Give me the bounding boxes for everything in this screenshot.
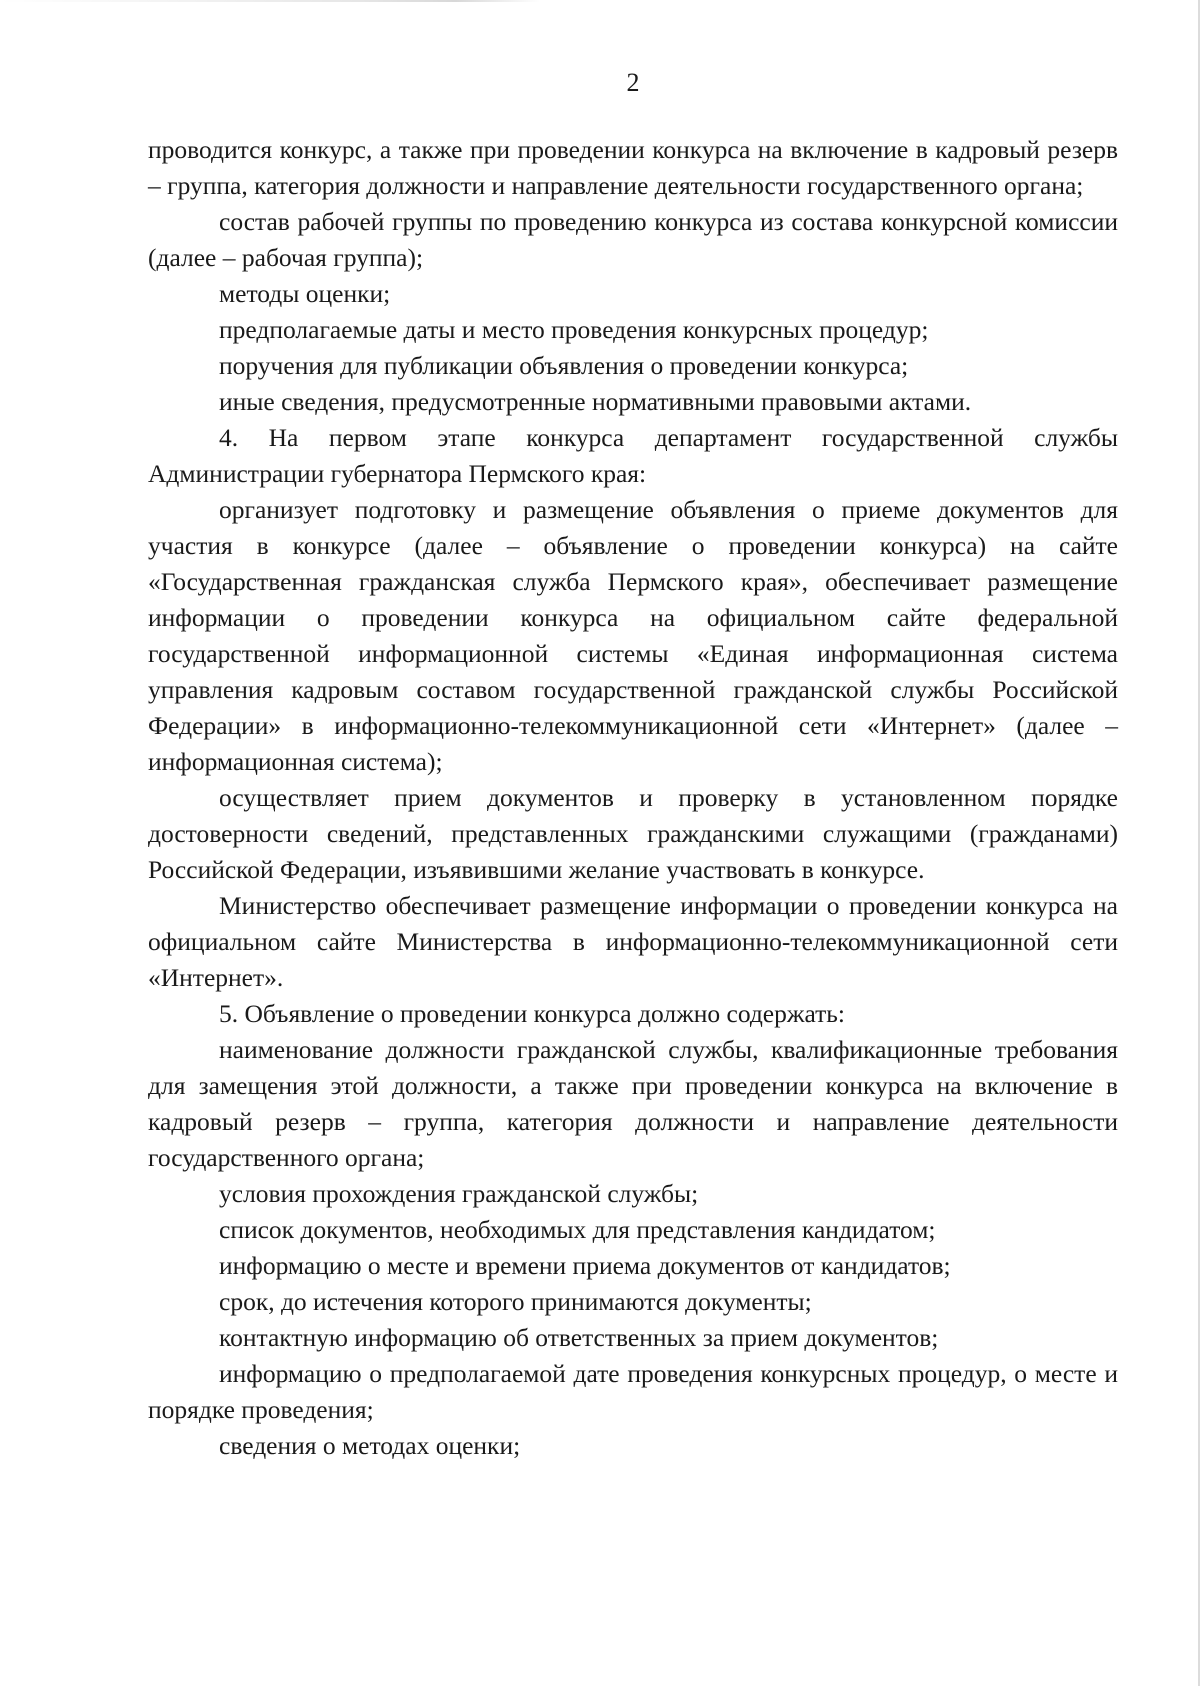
paragraph-10: Министерство обеспечивает размещение информации о проведении конкурса на официальном сайте Министерства в информационно-телекоммуникационной сети «Интернет». xyxy=(148,891,1118,992)
paragraph-14: список документов, необходимых для представления кандидатом; xyxy=(219,1215,936,1244)
paragraph-19: сведения о методах оценки; xyxy=(219,1431,521,1460)
paragraph-18: информацию о предполагаемой дате проведения конкурсных процедур, о месте и порядке проведения; xyxy=(148,1359,1118,1424)
paragraph-8: организует подготовку и размещение объявления о приеме документов для участия в конкурсе (далее – объявление о проведении конкурса) на сайте «Государственная гражданская служба Пермского края», обеспечивает размещение информации о проведении конкурса на официальном сайте федеральной государственной информационной системы «Единая информационная система управления кадровым составом государственной гражданской службы Российской Федерации» в информационно-телекоммуникационной сети «Интернет» (далее – информационная система); xyxy=(148,495,1118,776)
paragraph-4: предполагаемые даты и место проведения конкурсных процедур; xyxy=(219,315,929,344)
paragraph-11: 5. Объявление о проведении конкурса должно содержать: xyxy=(219,999,846,1028)
paragraph-6: иные сведения, предусмотренные нормативными правовыми актами. xyxy=(219,387,972,416)
paragraph-17: контактную информацию об ответственных за прием документов; xyxy=(219,1323,939,1352)
paragraph-2: состав рабочей группы по проведению конкурса из состава конкурсной комиссии (далее – рабочая группа); xyxy=(148,207,1118,272)
paragraph-16: срок, до истечения которого принимаются документы; xyxy=(219,1287,812,1316)
paragraph-1: проводится конкурс, а также при проведении конкурса на включение в кадровый резерв – группа, категория должности и направление деятельности государственного органа; xyxy=(148,135,1118,200)
scan-edge-top xyxy=(0,0,1200,2)
paragraph-15: информацию о месте и времени приема документов от кандидатов; xyxy=(219,1251,951,1280)
document-body xyxy=(148,132,1118,1464)
paragraph-9: осуществляет прием документов и проверку в установленном порядке достоверности сведений, представленных гражданскими служащими (гражданами) Российской Федерации, изъявившими желание участвовать в конкурсе. xyxy=(148,783,1118,884)
paragraph-13: условия прохождения гражданской службы; xyxy=(219,1179,699,1208)
paragraph-3: методы оценки; xyxy=(219,279,391,308)
page-number: 2 xyxy=(626,68,640,97)
paragraph-7: 4. На первом этапе конкурса департамент государственной службы Администрации губернатора Пермского края: xyxy=(148,423,1118,488)
paragraph-12: наименование должности гражданской службы, квалификационные требования для замещения этой должности, а также при проведении конкурса на включение в кадровый резерв – группа, категория должности и направление деятельности государственного органа; xyxy=(148,1035,1118,1172)
paragraph-5: поручения для публикации объявления о проведении конкурса; xyxy=(219,351,909,380)
